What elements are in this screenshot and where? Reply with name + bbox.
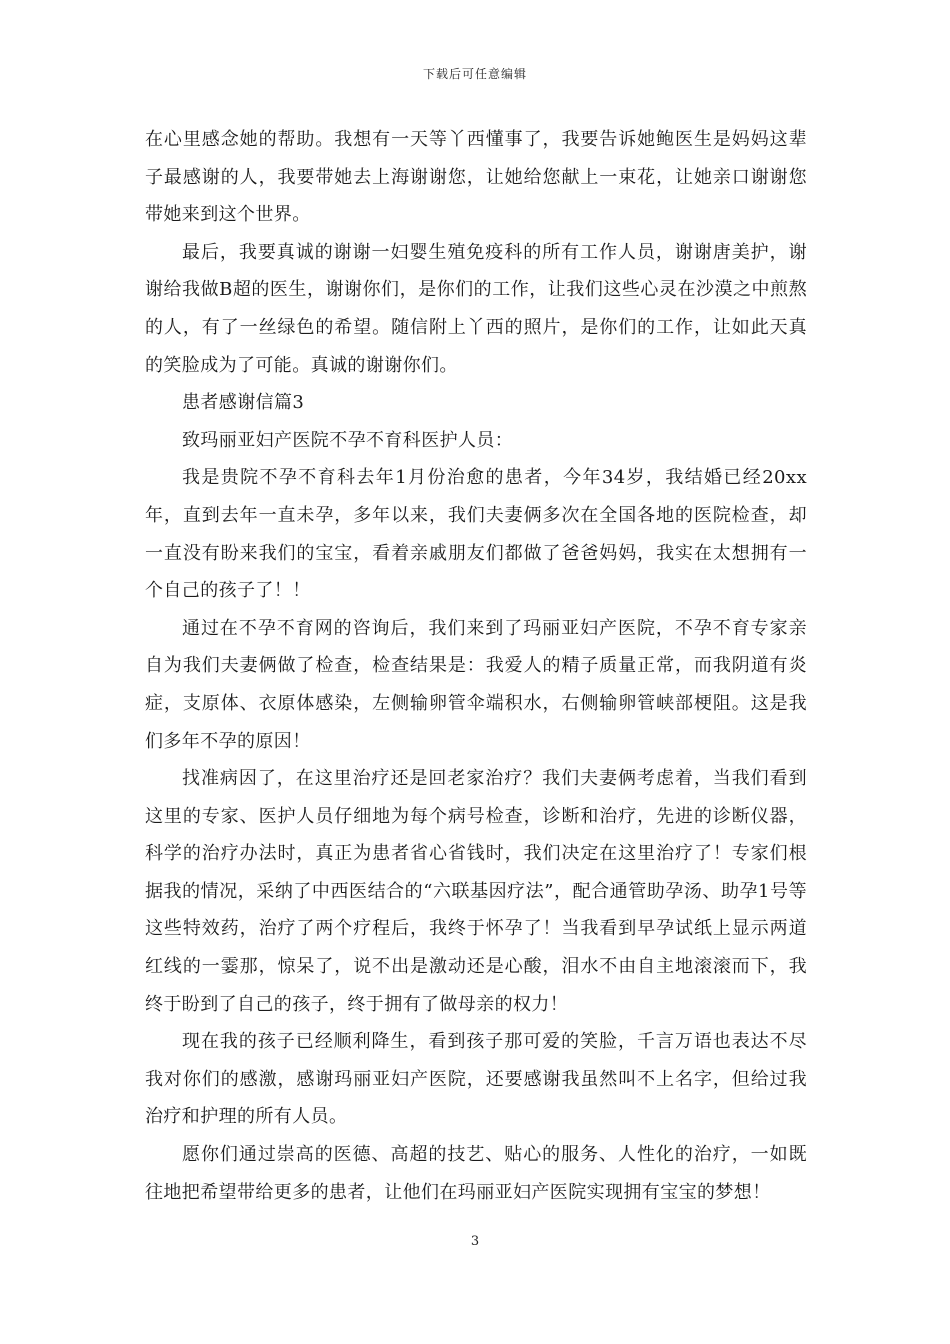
letter-salutation: 致玛丽亚妇产医院不孕不育科医护人员： (182, 429, 514, 451)
document-body (145, 121, 807, 1211)
paragraph-6: 通过在不孕不育网的咨询后，我们来到了玛丽亚妇产医院，不孕不育专家亲自为我们夫妻俩做了检查，检查结果是：我爱人的精子质量正常，而我阴道有炎症，支原体、衣原体感染，左侧输卵管伞端积水，右侧输卵管峡部梗阻。这是我们多年不孕的原因！ (145, 617, 807, 752)
paragraph-2: 最后，我要真诚的谢谢一妇婴生殖免疫科的所有工作人员，谢谢唐美护，谢谢给我做B超的医生，谢谢你们，是你们的工作，让我们这些心灵在沙漠之中煎熬的人，有了一丝绿色的希望。随信附上丫西的照片，是你们的工作，让如此天真的笑脸成为了可能。真诚的谢谢你们。 (145, 241, 807, 376)
section-title: 患者感谢信篇3 (182, 392, 305, 414)
paragraph-7: 找准病因了，在这里治疗还是回老家治疗？我们夫妻俩考虑着，当我们看到这里的专家、医护人员仔细地为每个病号检查，诊断和治疗，先进的诊断仪器，科学的治疗办法时，真正为患者省心省钱时，我们决定在这里治疗了！专家们根据我的情况，采纳了中西医结合的“六联基因疗法”，配合通管助孕汤、助孕1号等这些特效药，治疗了两个疗程后，我终于怀孕了！当我看到早孕试纸上显示两道红线的一霎那，惊呆了，说不出是激动还是心酸，泪水不由自主地滚滚而下，我终于盼到了自己的孩子，终于拥有了做母亲的权力！ (145, 768, 807, 1015)
paragraph-8: 现在我的孩子已经顺利降生，看到孩子那可爱的笑脸，千言万语也表达不尽我对你们的感激，感谢玛丽亚妇产医院，还要感谢我虽然叫不上名字，但给过我治疗和护理的所有人员。 (145, 1031, 807, 1128)
paragraph-9: 愿你们通过崇高的医德、高超的技艺、贴心的服务、人性化的治疗，一如既往地把希望带给更多的患者，让他们在玛丽亚妇产医院实现拥有宝宝的梦想！ (145, 1144, 807, 1203)
page-number: 3 (470, 1234, 480, 1249)
paragraph-5: 我是贵院不孕不育科去年1月份治愈的患者，今年34岁，我结婚已经20xx年，直到去年一直未孕，多年以来，我们夫妻俩多次在全国各地的医院检查，却一直没有盼来我们的宝宝，看着亲戚朋友们都做了爸爸妈妈，我实在太想拥有一个自己的孩子了！！ (145, 467, 807, 602)
page-header: 下载后可任意编辑 (422, 67, 527, 81)
paragraph-1: 在心里感念她的帮助。我想有一天等丫西懂事了，我要告诉她鲍医生是妈妈这辈子最感谢的人，我要带她去上海谢谢您，让她给您献上一束花，让她亲口谢谢您带她来到这个世界。 (145, 129, 807, 226)
